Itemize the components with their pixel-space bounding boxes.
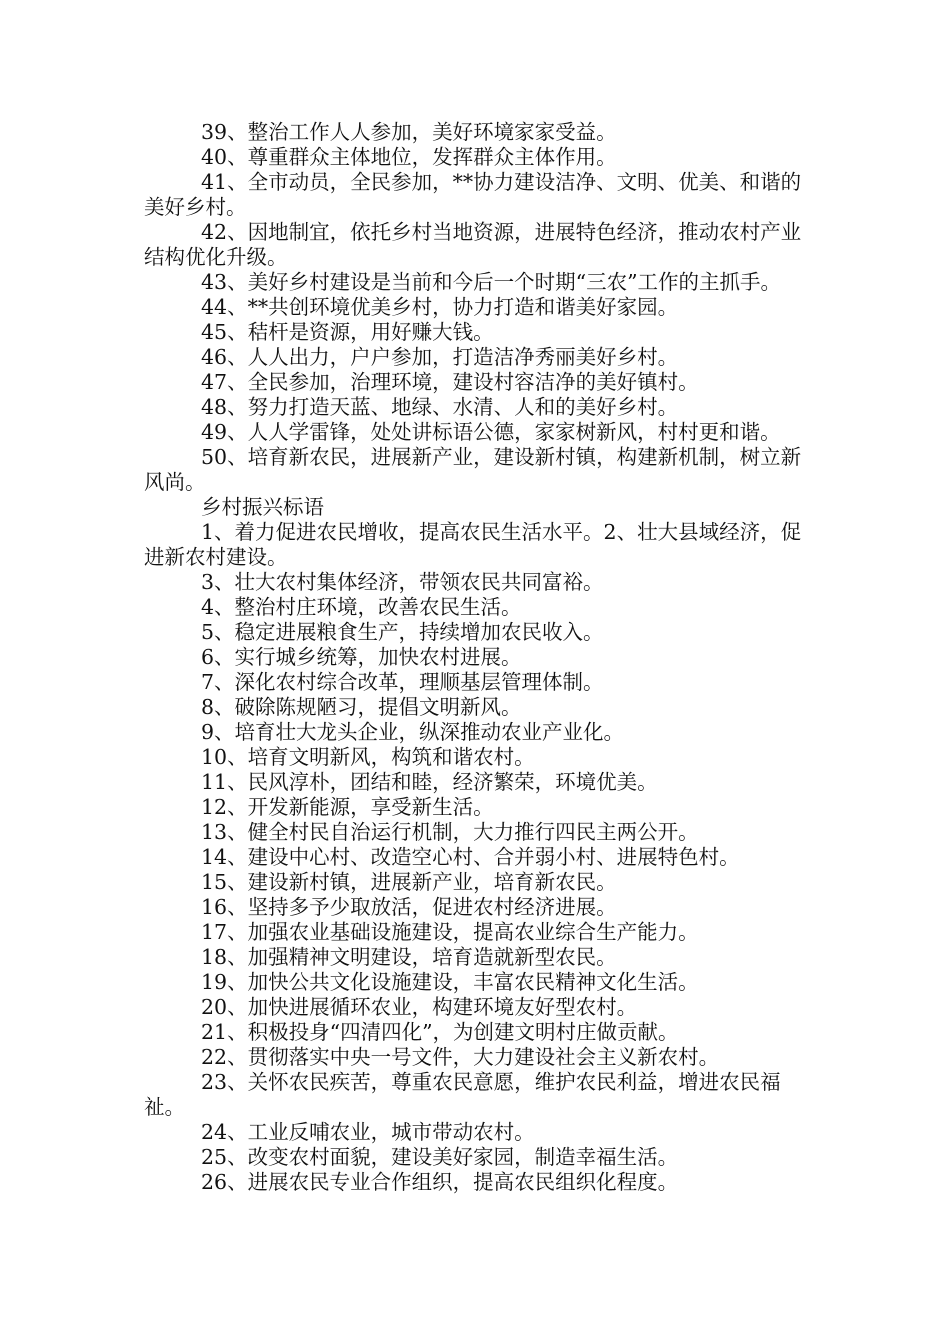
- list-item: 26、进展农民专业合作组织，提高农民组织化程度。: [201, 1170, 679, 1194]
- list-item: 14、建设中心村、改造空心村、合并弱小村、进展特色村。: [201, 845, 740, 869]
- list-item: 47、全民参加，治理环境，建设村容洁净的美好镇村。: [201, 370, 699, 394]
- list-item: 24、工业反哺农业，城市带动农村。: [201, 1120, 535, 1144]
- list-item: 42、因地制宜，依托乡村当地资源，进展特色经济，推动农村产业结构优化升级。: [144, 220, 802, 269]
- list-item: 25、改变农村面貌，建设美好家园，制造幸福生活。: [201, 1145, 679, 1169]
- document-body: [144, 120, 816, 1195]
- list-item: 3、壮大农村集体经济，带领农民共同富裕。: [201, 570, 604, 594]
- list-item: 19、加快公共文化设施建设，丰富农民精神文化生活。: [201, 970, 699, 994]
- list-item: 12、开发新能源，享受新生活。: [201, 795, 494, 819]
- list-item: 20、加快进展循环农业，构建环境友好型农村。: [201, 995, 638, 1019]
- list-item: 44、**共创环境优美乡村，协力打造和谐美好家园。: [201, 295, 679, 319]
- list-item: 1、着力促进农民增收，提高农民生活水平。2、壮大县域经济，促进新农村建设。: [144, 520, 802, 569]
- list-item: 11、民风淳朴，团结和睦，经济繁荣，环境优美。: [201, 770, 658, 794]
- list-item: 18、加强精神文明建设，培育造就新型农民。: [201, 945, 617, 969]
- list-item: 45、秸杆是资源，用好赚大钱。: [201, 320, 494, 344]
- list-item: 49、人人学雷锋，处处讲标语公德，家家树新风，村村更和谐。: [201, 420, 781, 444]
- list-item: 4、整治村庄环境，改善农民生活。: [201, 595, 522, 619]
- list-item: 21、积极投身“四清四化”，为创建文明村庄做贡献。: [201, 1020, 679, 1044]
- list-item: 41、全市动员，全民参加，**协力建设洁净、文明、优美、和谐的美好乡村。: [144, 170, 802, 219]
- list-item: 17、加强农业基础设施建设，提高农业综合生产能力。: [201, 920, 699, 944]
- list-item: 8、破除陈规陋习，提倡文明新风。: [201, 695, 522, 719]
- list-item: 48、努力打造天蓝、地绿、水清、人和的美好乡村。: [201, 395, 679, 419]
- section-heading: 乡村振兴标语: [201, 495, 324, 519]
- list-item: 43、美好乡村建设是当前和今后一个时期“三农”工作的主抓手。: [201, 270, 782, 294]
- list-item: 40、尊重群众主体地位，发挥群众主体作用。: [201, 145, 617, 169]
- list-item: 7、深化农村综合改革，理顺基层管理体制。: [201, 670, 604, 694]
- list-item: 15、建设新村镇，进展新产业，培育新农民。: [201, 870, 617, 894]
- list-item: 23、关怀农民疾苦，尊重农民意愿，维护农民利益，增进农民福祉。: [144, 1070, 781, 1119]
- list-item: 16、坚持多予少取放活，促进农村经济进展。: [201, 895, 617, 919]
- list-item: 22、贯彻落实中央一号文件，大力建设社会主义新农村。: [201, 1045, 720, 1069]
- list-item: 9、培育壮大龙头企业，纵深推动农业产业化。: [201, 720, 625, 744]
- list-item: 13、健全村民自治运行机制，大力推行四民主两公开。: [201, 820, 699, 844]
- list-item: 10、培育文明新风，构筑和谐农村。: [201, 745, 535, 769]
- list-item: 6、实行城乡统筹，加快农村进展。: [201, 645, 522, 669]
- list-item: 39、整治工作人人参加，美好环境家家受益。: [201, 120, 617, 144]
- list-item: 50、培育新农民，进展新产业，建设新村镇，构建新机制，树立新风尚。: [144, 445, 802, 494]
- list-item: 46、人人出力，户户参加，打造洁净秀丽美好乡村。: [201, 345, 679, 369]
- list-item: 5、稳定进展粮食生产，持续增加农民收入。: [201, 620, 604, 644]
